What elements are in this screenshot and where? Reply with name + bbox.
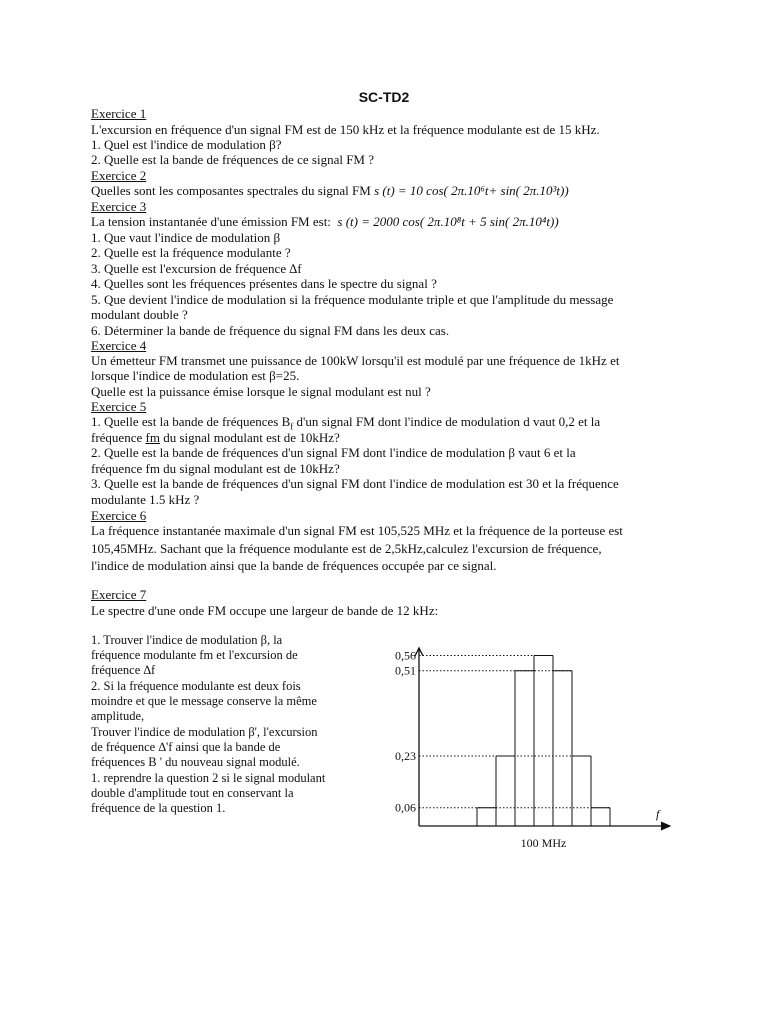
ex3-heading: Exercice 3 [91,199,147,214]
ex7-intro: Le spectre d'une onde FM occupe une largeur de bande de 12 kHz: [91,603,439,618]
page-title: SC-TD2 [358,89,410,105]
ex7-line: fréquences B ' du nouveau signal modulé. [91,755,300,769]
ex7-line: 2. Si la fréquence modulante est deux fois [91,679,301,693]
carrier-frequency-label: 100 MHz [520,836,567,850]
ex2-line [91,183,569,198]
spectrum-chart [360,630,680,855]
ex2-text: Quelles sont les composantes spectrales du signal FM [91,183,371,198]
ex5-q2a: 2. Quelle est la bande de fréquences d'un signal FM dont l'indice de modulation β vaut 6 et la [91,445,576,460]
ex1-q1: 1. Quel est l'indice de modulation β? [91,137,282,152]
x-axis-arrow [661,822,670,830]
ex3-q3: 3. Quelle est l'excursion de fréquence ∆f [91,261,302,276]
ex3-q2: 2. Quelle est la fréquence modulante ? [91,245,291,260]
y-tick-label: 0,51 [395,663,416,678]
ex5-q3b: modulante 1.5 kHz ? [91,492,200,507]
ex4-heading: Exercice 4 [91,338,147,353]
ex1-heading: Exercice 1 [91,106,147,121]
ex2-heading: Exercice 2 [91,168,147,183]
ex3-q5a: 5. Que devient l'indice de modulation si la fréquence modulante triple et que l'amplitude du message [91,292,614,307]
ex5-q1-fm: fm [145,430,160,445]
ex7-heading: Exercice 7 [91,587,147,602]
ex3-text: La tension instantanée d'une émission FM est: [91,214,331,229]
ex5-q1d-text: du signal modulant est de 10kHz? [159,430,340,445]
y-tick-label: 0,06 [395,800,416,815]
ex3-q4: 4. Quelles sont les fréquences présentes dans le spectre du signal ? [91,276,437,291]
ex7-line: fréquence modulante fm et l'excursion de [91,648,298,662]
ex3-formula: s (t) = 2000 cos( 2π.10⁸t + 5 sin( 2π.10⁴t)) [337,214,559,229]
ex5-q1a-text: 1. Quelle est la bande de fréquences B [91,414,291,429]
ex7-line: 1. Trouver l'indice de modulation β, la [91,633,283,647]
ex5-q1-sub: f [290,421,294,432]
ex5-q1c-text: fréquence [91,430,146,445]
ex7-line: Trouver l'indice de modulation β', l'excursion [91,725,318,739]
ex7-line: fréquence de la question 1. [91,801,226,815]
ex7-line: fréquence ∆f [91,663,156,677]
ex7-line: double d'amplitude tout en conservant la [91,786,294,800]
ex6-l2: 105,45MHz. Sachant que la fréquence modulante est de 2,5kHz,calculez l'excursion de fréquence, [91,541,602,556]
ex6-l1: La fréquence instantanée maximale d'un signal FM est 105,525 MHz et la fréquence de la porteuse est [91,523,623,538]
ex1-intro: L'excursion en fréquence d'un signal FM est de 150 kHz et la fréquence modulante est de 15 kHz. [91,122,600,137]
ex2-formula: s (t) = 10 cos( 2π.10⁶t+ sin( 2π.10³t)) [374,183,569,198]
ex6-l3: l'indice de modulation ainsi que la bande de fréquences occupée par ce signal. [91,558,497,573]
ex3-q5b: modulant double ? [91,307,188,322]
ex7-line: amplitude, [91,709,145,723]
ex3-line [91,214,559,229]
ex7-line: moindre et que le message conserve la même [91,694,317,708]
ex4-l3: Quelle est la puissance émise lorsque le signal modulant est nul ? [91,384,431,399]
y-tick-label: 0,56 [395,648,416,663]
ex5-q1b-text: d'un signal FM dont l'indice de modulation d vaut 0,2 et la [293,414,601,429]
ex7-line: 1. reprendre la question 2 si le signal modulant [91,771,326,785]
ex5-q2b: fréquence fm du signal modulant est de 10kHz? [91,461,340,476]
ex3-q1: 1. Que vaut l'indice de modulation β [91,230,281,245]
ex7-line: de fréquence ∆'f ainsi que la bande de [91,740,281,754]
y-tick-label: 0,23 [395,748,416,763]
ex4-l2: lorsque l'indice de modulation est β=25. [91,368,300,383]
ex1-q2: 2. Quelle est la bande de fréquences de ce signal FM ? [91,152,375,167]
x-axis-label: f [656,807,660,821]
ex5-heading: Exercice 5 [91,399,147,414]
ex3-q6: 6. Déterminer la bande de fréquence du signal FM dans les deux cas. [91,323,450,338]
ex5-q3a: 3. Quelle est la bande de fréquences d'un signal FM dont l'indice de modulation est 30 et la fréquence [91,476,619,491]
ex6-heading: Exercice 6 [91,508,147,523]
ex4-l1: Un émetteur FM transmet une puissance de 100kW lorsqu'il est modulé par une fréquence de 1kHz et [91,353,620,368]
ex5-q1c [91,430,340,445]
